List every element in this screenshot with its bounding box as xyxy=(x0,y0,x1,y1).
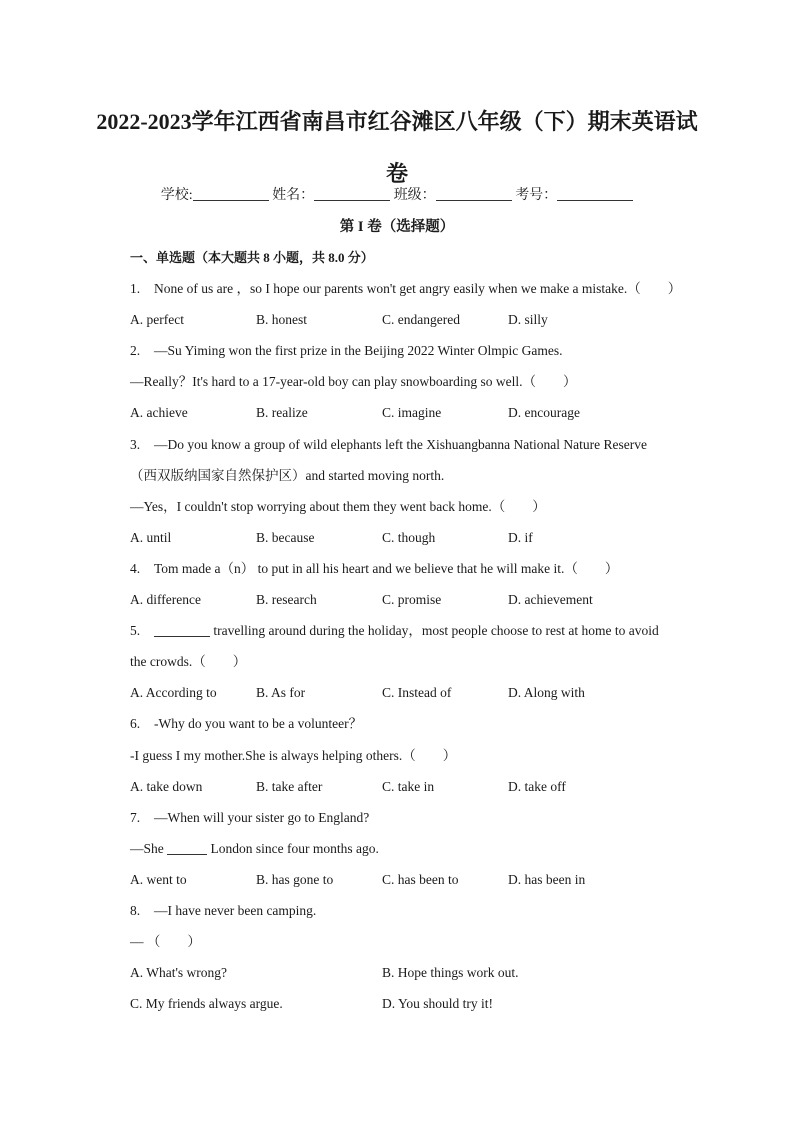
option-a[interactable]: A. difference xyxy=(130,592,201,608)
exam-no-label: 考号： xyxy=(515,188,558,203)
line-text-before: —She xyxy=(130,840,168,856)
option-a[interactable]: A. take down xyxy=(130,778,203,794)
options-8-row-2 xyxy=(130,996,695,1027)
option-d[interactable]: D. You should try it! xyxy=(382,996,494,1012)
option-b[interactable]: B. has gone to xyxy=(256,871,334,887)
class-blank[interactable] xyxy=(436,186,512,201)
school-blank[interactable] xyxy=(193,186,269,201)
option-a[interactable]: A. perfect xyxy=(130,312,184,328)
part-heading: 一、单选题（本大题共 8 小题，共 8.0 分） xyxy=(130,250,374,265)
student-info-row xyxy=(0,184,794,204)
question-text: —Su Yiming won the first prize in the Beijing 2022 Winter Olmpic Games. xyxy=(154,343,563,359)
question-6 xyxy=(130,716,695,747)
option-b[interactable]: B. realize xyxy=(256,405,308,421)
question-number: 2. xyxy=(130,343,141,359)
options-5 xyxy=(130,685,695,716)
options-3 xyxy=(130,530,695,561)
question-1 xyxy=(130,281,695,312)
question-text: —Do you know a group of wild elephants left the Xishuangbanna National Nature Reserve xyxy=(154,436,647,452)
option-c[interactable]: C. take in xyxy=(382,778,435,794)
question-text: —When will your sister go to England? xyxy=(154,809,370,825)
title-line-2: 卷 xyxy=(385,161,408,186)
option-c[interactable]: C. though xyxy=(382,529,436,545)
question-number: 5. xyxy=(130,623,141,639)
option-a[interactable]: A. According to xyxy=(130,685,217,701)
question-text: None of us are ，so I hope our parents won't get angry easily when we make a mistake.（ ） xyxy=(154,281,682,297)
question-3 xyxy=(130,437,695,468)
question-8 xyxy=(130,903,695,934)
question-2 xyxy=(130,343,695,374)
option-a[interactable]: A. until xyxy=(130,529,172,545)
question-text: travelling around during the holiday，most people choose to rest at home to avoid xyxy=(210,623,659,639)
question-number: 8. xyxy=(130,902,141,918)
option-c[interactable]: C. promise xyxy=(382,592,442,608)
question-6-line-2: -I guess I my mother.She is always helping others.（ ） xyxy=(130,747,457,763)
question-4 xyxy=(130,561,695,592)
question-number: 1. xyxy=(130,281,141,297)
question-list xyxy=(130,250,695,1027)
option-a[interactable]: A. What's wrong? xyxy=(130,965,228,981)
option-d[interactable]: D. achievement xyxy=(508,592,593,608)
option-c[interactable]: C. imagine xyxy=(382,405,442,421)
question-text: Tom made a（n） to put in all his heart and we believe that he will make it.（ ） xyxy=(154,560,619,576)
question-3-line-2: （西双版纳国家自然保护区）and started moving north. xyxy=(130,467,445,483)
option-b[interactable]: B. honest xyxy=(256,312,308,328)
option-d[interactable]: D. take off xyxy=(508,778,566,794)
option-d[interactable]: D. silly xyxy=(508,312,548,328)
question-3-line-3: —Yes，I couldn't stop worrying about them they went back home.（ ） xyxy=(130,498,546,514)
question-2-line-2: —Really？It's hard to a 17-year-old boy can play snowboarding so well.（ ） xyxy=(130,374,577,390)
line-text-after: London since four months ago. xyxy=(207,840,379,856)
options-6 xyxy=(130,779,695,810)
option-c[interactable]: C. My friends always argue. xyxy=(130,996,283,1012)
section-title: 第 I 卷（选择题） xyxy=(339,219,455,235)
option-b[interactable]: B. Hope things work out. xyxy=(382,965,519,981)
question-text: -Why do you want to be a volunteer？ xyxy=(154,716,363,732)
option-c[interactable]: C. endangered xyxy=(382,312,460,328)
question-7 xyxy=(130,810,695,841)
name-label: 姓名： xyxy=(272,188,315,203)
option-b[interactable]: B. take after xyxy=(256,778,323,794)
option-a[interactable]: A. went to xyxy=(130,871,187,887)
question-8-line-2: — （ ） xyxy=(130,934,201,950)
answer-blank[interactable] xyxy=(154,623,210,637)
question-number: 3. xyxy=(130,436,141,452)
option-b[interactable]: B. research xyxy=(256,592,317,608)
options-1 xyxy=(130,312,695,343)
options-8-row-1 xyxy=(130,965,695,996)
question-number: 7. xyxy=(130,809,141,825)
option-b[interactable]: B. As for xyxy=(256,685,306,701)
question-text: —I have never been camping. xyxy=(154,902,317,918)
option-a[interactable]: A. achieve xyxy=(130,405,188,421)
school-label: 学校: xyxy=(160,188,193,203)
name-blank[interactable] xyxy=(314,186,390,201)
option-b[interactable]: B. because xyxy=(256,529,315,545)
options-4 xyxy=(130,592,695,623)
question-number: 4. xyxy=(130,560,141,576)
option-c[interactable]: C. Instead of xyxy=(382,685,452,701)
option-d[interactable]: D. if xyxy=(508,529,533,545)
question-7-line-2 xyxy=(130,841,695,872)
title-line-1: 2022-2023学年江西省南昌市红谷滩区八年级（下）期末英语试 xyxy=(96,109,698,134)
options-7 xyxy=(130,872,695,903)
exam-no-blank[interactable] xyxy=(557,186,633,201)
option-d[interactable]: D. has been in xyxy=(508,871,586,887)
question-number: 6. xyxy=(130,716,141,732)
question-5 xyxy=(130,623,695,654)
class-label: 班级： xyxy=(393,188,436,203)
options-2 xyxy=(130,405,695,436)
question-5-line-2: the crowds.（ ） xyxy=(130,654,247,670)
option-d[interactable]: D. Along with xyxy=(508,685,585,701)
option-d[interactable]: D. encourage xyxy=(508,405,580,421)
answer-blank[interactable] xyxy=(167,841,207,855)
option-c[interactable]: C. has been to xyxy=(382,871,459,887)
